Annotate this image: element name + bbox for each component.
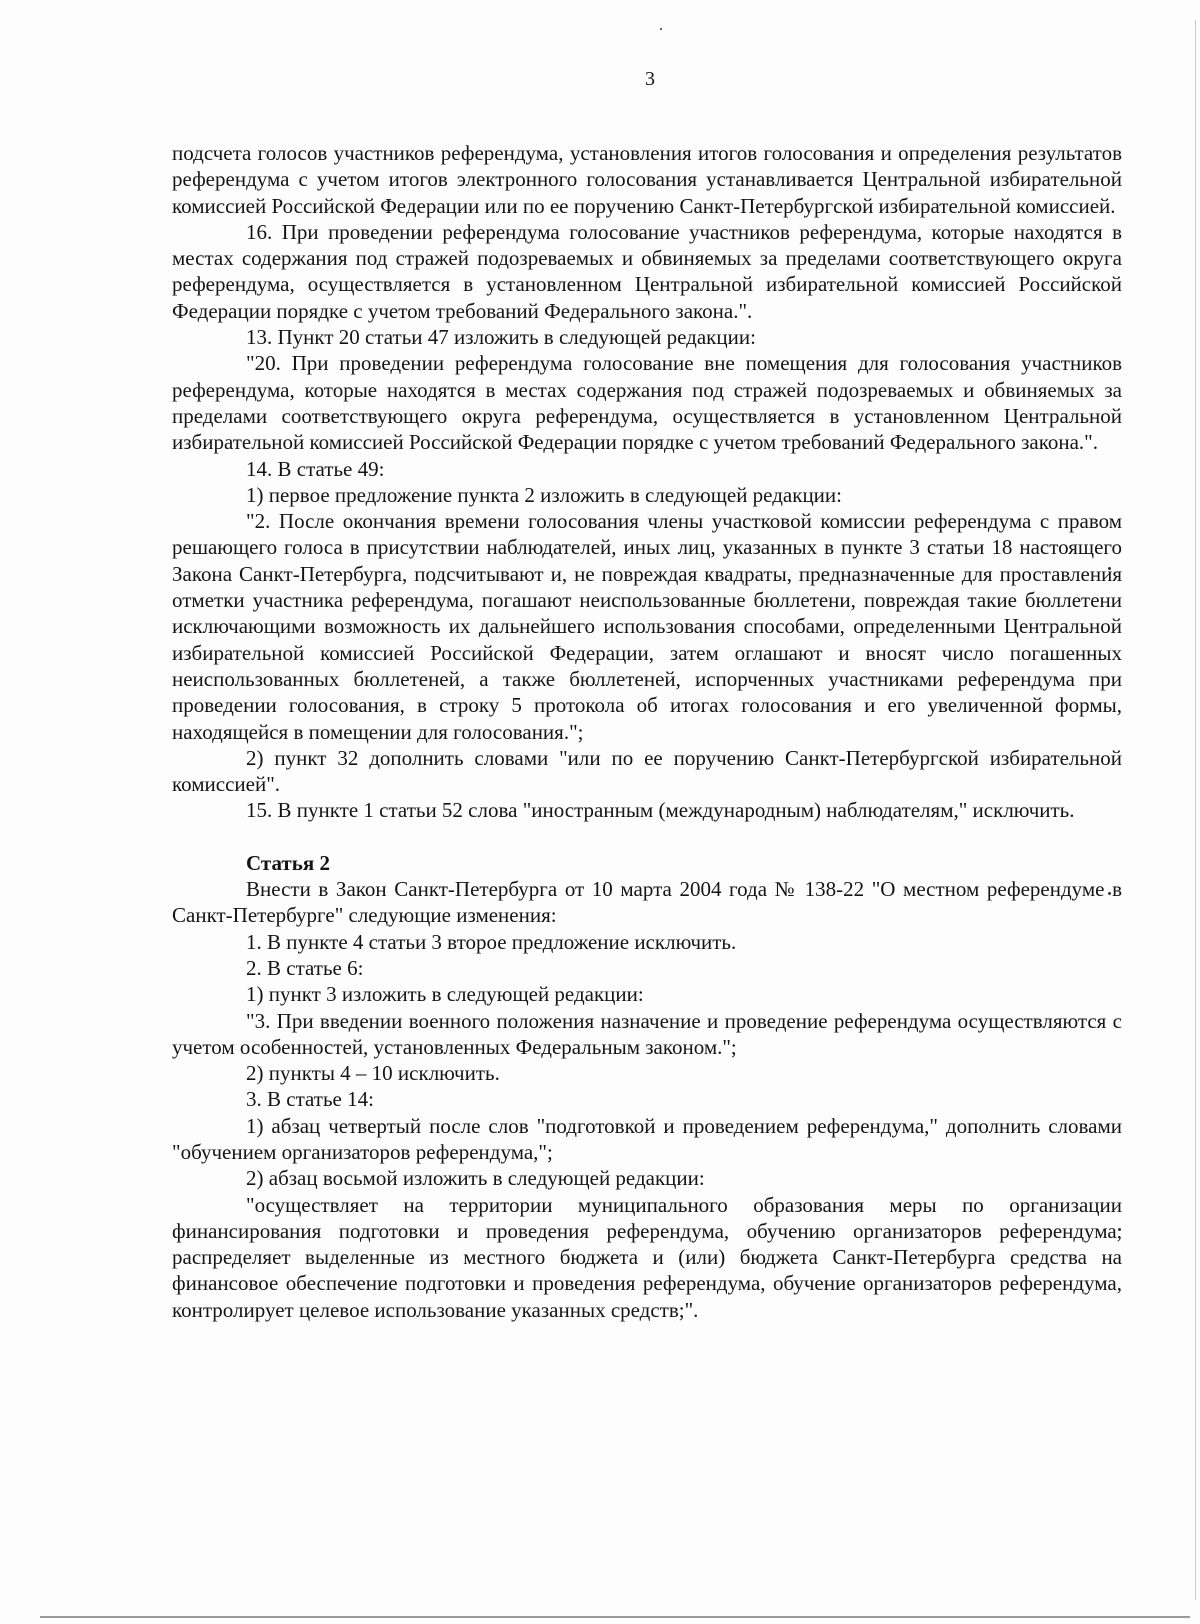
paragraph-quote-20: "20. При проведении референдума голосование вне помещения для голосования участников референдума, которые находятся в местах содержания под стражей подозреваемых и обвиняемых за пределами соответствующего округа референдума, осуществляется в установленном Центральной избирательной комиссией Российской Федерации порядке с учетом требований Федерального закона.". xyxy=(172,351,1122,455)
paragraph-quote-final: "осуществляет на территории муниципального образования меры по организации финансирования подготовки и проведения референдума, обучению организаторов референдума, распределяет выделенные из местного бюджета и (или) бюджета Санкт-Петербурга средства на финансовое обеспечение подготовки и проведения референдума, обучение организаторов референдума, контролирует целевое использование указанных средств;". xyxy=(172,1192,1122,1322)
paragraph-article-intro: Внести в Закон Санкт-Петербурга от 10 марта 2004 года № 138-22 "О местном референдуме в Санкт-Петербурге" следующие изменения: xyxy=(172,877,1122,928)
paragraph-subitem-2: 2) абзац восьмой изложить в следующей редакции: xyxy=(246,1166,705,1191)
article-heading: Статья 2 xyxy=(246,850,330,875)
scan-speck xyxy=(660,28,662,30)
document-body xyxy=(172,140,1122,1323)
paragraph-subitem-1: 1) первое предложение пункта 2 изложить в следующей редакции: xyxy=(246,482,842,507)
scan-bottom-line xyxy=(40,1616,1190,1618)
paragraph-item-13: 13. Пункт 20 статьи 47 изложить в следующей редакции: xyxy=(246,325,756,350)
paragraph-subitem-2: 2) пункты 4 – 10 исключить. xyxy=(246,1061,500,1086)
paragraph-continuation: подсчета голосов участников референдума, установления итогов голосования и определения результатов референдума с учетом итогов электронного голосования устанавливается Центральной избирательной комиссией Российской Федерации или по ее поручению Санкт-Петербургской избирательной комиссией. xyxy=(172,141,1122,218)
paragraph-item-16: 16. При проведении референдума голосование участников референдума, которые находятся в местах содержания под стражей подозреваемых и обвиняемых за пределами соответствующего округа референдума, осуществляется в установленном Центральной избирательной комиссией Российской Федерации порядке с учетом требований Федерального закона.". xyxy=(172,219,1122,323)
paragraph-item-1: 1. В пункте 4 статьи 3 второе предложение исключить. xyxy=(246,929,737,954)
paragraph-quote-3: "3. При введении военного положения назначение и проведение референдума осуществляются с учетом особенностей, установленных Федеральным законом."; xyxy=(172,1008,1122,1059)
paragraph-item-15: 15. В пункте 1 статьи 52 слова "иностранным (международным) наблюдателям," исключить. xyxy=(246,798,1075,823)
paragraph-subitem-1: 1) абзац четвертый после слов "подготовкой и проведением референдума," дополнить словами "обучением организаторов референдума,"; xyxy=(172,1113,1122,1164)
paragraph-subitem-1: 1) пункт 3 изложить в следующей редакции: xyxy=(246,982,644,1007)
scan-edge-line xyxy=(1195,20,1196,1600)
page-number: 3 xyxy=(645,68,655,90)
paragraph-item-2: 2. В статье 6: xyxy=(246,955,364,980)
paragraph-subitem-2: 2) пункт 32 дополнить словами "или по ее поручению Санкт-Петербургской избирательной комиссией". xyxy=(172,745,1122,797)
paragraph-quote-2: "2. После окончания времени голосования члены участковой комиссии референдума с правом решающего голоса в присутствии наблюдателей, иных лиц, указанных в пункте 3 статьи 18 настоящего Закона Санкт-Петербурга, подсчитывают и, не повреждая квадраты, предназначенные для проставления отметки участника референдума, погашают неиспользованные бюллетени, повреждая такие бюллетени исключающими возможность их дальнейшего использования способами, определенными Центральной избирательной комиссией Российской Федерации, затем оглашают и вносят число погашенных неиспользованных бюллетеней, а также бюллетеней, испорченных участниками референдума при проведении голосования, в строку 5 протокола об итогах голосования и его увеличенной формы, находящейся в помещении для голосования."; xyxy=(172,509,1122,744)
paragraph-item-14: 14. В статье 49: xyxy=(246,456,385,481)
paragraph-item-3: 3. В статье 14: xyxy=(246,1087,374,1112)
